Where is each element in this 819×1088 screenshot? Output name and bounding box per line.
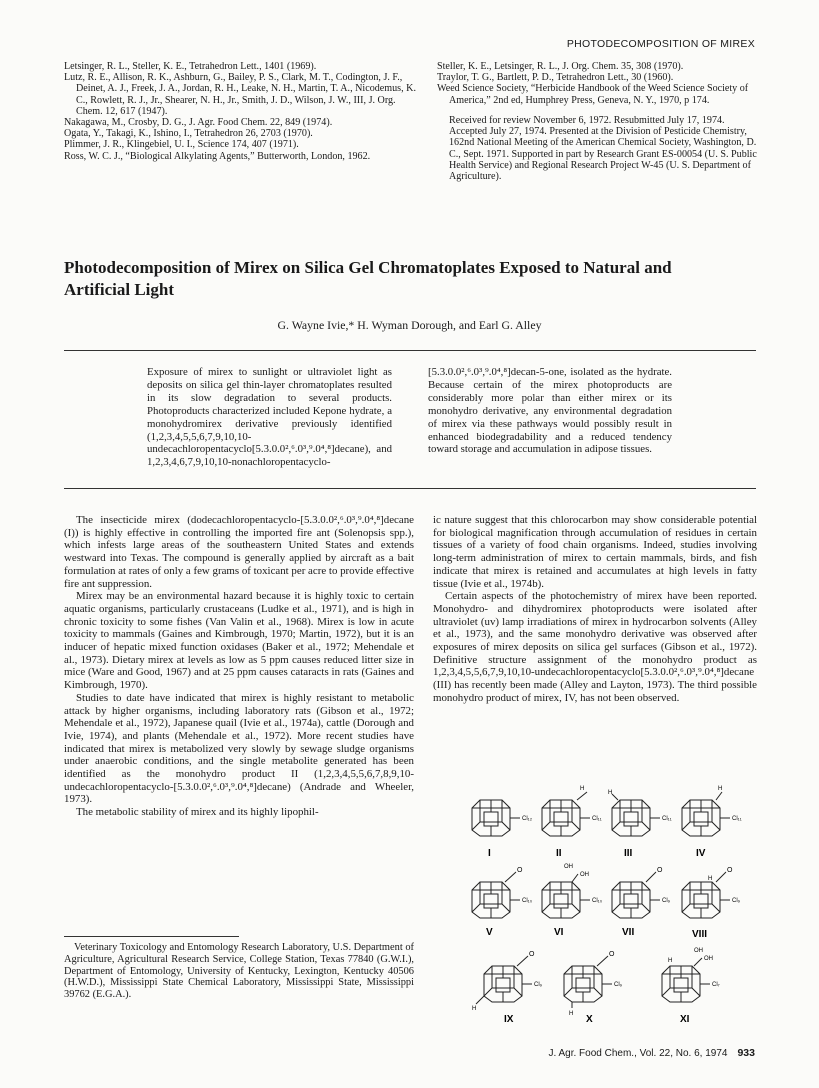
structure-label: IV [696,848,706,859]
structure-o: O [529,951,535,958]
structure-cl: Cl₁₁ [592,816,602,822]
page-number: 933 [737,1047,755,1059]
paragraph: Mirex may be an environmental hazard because it is highly toxic to certain aquatic organisms, particularly crustaceans (Ludke et al., 1971), and is high in chronic toxicity to some fishes (Van Valin et al., 1968). Mirex is low in acute toxicity to mammals (Gaines and Kimbrough, 1970; Martin, 1972), but it is an inducer of hepatic mixed function oxidases (Baker et al., 1972; Mehendale et al., 1973). Dietary mirex at levels as low as 5 ppm causes reduced litter size in mice (Ware and Good, 1967) and at 25 ppm causes cataracts in rats (Gaines and Kimbrough, 1970). [64,590,414,692]
structure-VIII [682,867,741,940]
journal-citation: J. Agr. Food Chem., Vol. 22, No. 6, 1974 [548,1048,728,1059]
abstract-left: Exposure of mirex to sunlight or ultraviolet light as deposits on silica gel thin-layer chromatoplates resulted in its slow degradation to several products. Photoproducts characterized included Kepone hydrate, a monohydromirex derivative previously identified (1,2,3,4,5,5,6,7,9,10,10-undecachloropentacyclo[5.3.0.0²,⁶.0³,⁹.0⁴,⁸]decane), and 1,2,3,4,6,7,9,10,10-nonachloropentacyclo- [147,366,392,469]
references-right [437,61,757,183]
reference-entry: Nakagawa, M., Crosby, D. G., J. Agr. Food Chem. 22, 849 (1974). [64,117,333,129]
structure-cl: Cl₁₀ [592,898,603,904]
structure-o: O [657,867,663,874]
structure-cl: Cl₇ [712,982,720,988]
structure-XI [662,948,720,1025]
title-line-1: Photodecomposition of Mirex on Silica Gel Chromatoplates Exposed to Natural and [64,258,672,277]
reference-entry: Weed Science Society, “Herbicide Handbook of the Weed Science Society of America,” 2nd ed, Humphrey Press, Geneva, N. Y., 1970, p 174. [437,83,749,106]
structure-h: H [580,786,585,792]
structure-cl: Cl₉ [732,898,741,904]
structure-h: H [608,790,613,796]
structure-oh-2: OH [580,872,589,878]
structure-o: O [517,867,523,874]
structure-label: VI [554,927,564,938]
structure-oh: OH [694,948,703,954]
body-column-left [64,514,414,819]
paragraph: Studies to date have indicated that mirex is highly resistant to metabolic attack by higher organisms, including laboratory rats (Gibson et al., 1972; Mehendale et al., 1972), Japanese quail (Ivie et al., 1974a), cattle (Dorough and Ivie, 1974), and plants (Mehendale et al., 1972). More recent studies have indicated that mirex is metabolized very slowly by sewage sludge organisms under anaerobic conditions, and the single metabolite generated has been identified as the monohydro product II (1,2,3,4,5,5,6,7,8,9,10-undecachloropentacyclo-[5.3.0.0²,⁶.0³,⁹.0⁴,⁸]decane) (Andrade and Wheeler, 1973). [64,691,414,806]
structure-o: O [609,951,615,958]
structure-oh: OH [564,864,573,870]
structure-VI [542,864,603,938]
structure-h: H [668,958,673,964]
structure-I [472,800,533,859]
paragraph: Certain aspects of the photochemistry of mirex have been reported. Monohydro- and dihydromirex photoproducts were isolated after ultraviolet (uv) lamp irradiations of mirex in hydrocarbon solvents (Alley et al., 1973), and the same monohydro derivative was observed after exposures of mirex deposits on silica gel surfaces (Gibson et al., 1972). Definitive structure assignment of the monohydro product as 1,2,3,4,5,5,6,7,9,10,10-undecachloropentacyclo[5.3.0.0²,⁶.0³,⁹.0⁴,⁸]decane (III) has recently been made (Alley and Layton, 1973). The third possible monohydro product of mirex, IV, has not been observed. [433,590,757,704]
running-head: PHOTODECOMPOSITION OF MIREX [566,38,755,50]
page-footer [548,1047,755,1059]
structure-X [564,951,623,1025]
paragraph: The metabolic stability of mirex and its highly lipophil- [76,806,319,819]
structure-label: III [624,848,633,859]
divider [64,488,756,489]
divider [64,350,756,351]
structures-figure [472,786,757,1040]
structure-V [472,867,533,938]
structure-IV [682,786,742,859]
structure-cl: Cl₁₁ [662,816,672,822]
structure-label: V [486,927,493,938]
footnote-rule [64,936,239,937]
structure-o: O [727,867,733,874]
reference-entry: Ross, W. C. J., “Biological Alkylating Agents,” Butterworth, London, 1962. [64,150,371,162]
reference-entry: Traylor, T. G., Bartlett, P. D., Tetrahedron Lett., 30 (1960). [437,72,674,84]
structure-II [542,786,602,859]
structure-h: H [708,876,713,882]
structure-h: H [569,1011,574,1017]
structure-III [608,790,672,859]
structure-cl: Cl₉ [662,898,671,904]
reference-entry: Plimmer, J. R., Klingebiel, U. I., Science 174, 407 (1971). [64,139,299,151]
structure-cl: Cl₁₂ [522,816,533,822]
reference-entry: Letsinger, R. L., Steller, K. E., Tetrahedron Lett., 1401 (1969). [64,61,317,72]
structure-label: IX [504,1014,514,1025]
title-line-2: Artificial Light [64,280,175,299]
structure-label: X [586,1014,593,1025]
paragraph: The insecticide mirex (dodecachloropentacyclo-[5.3.0.0²,⁶.0³,⁹.0⁴,⁸]decane (I)) is highly effective in controlling the imported fire ant (Solenopsis spp.), which infests large areas of the southeastern United States and extends westward into Texas. The compound is generally applied by aircraft as a bait formulation at rates of only a few grams of toxicant per acre to provide effective fire ant suppression. [64,514,414,590]
structure-h: H [718,786,723,792]
received-note: Received for review November 6, 1972. Resubmitted July 17, 1974. Accepted July 27, 1974. Presented at the Division of Pesticide Chemistry, 162nd National Meeting of the American Chemical Society, Washington, D. C., Sept. 1971. Supported in part by Research Grant ES-00054 (U. S. Public Health Service) and Regional Research Project W-45 (U. S. Department of Agriculture). [449,114,757,183]
structure-label: II [556,848,562,859]
structure-cl: Cl₁₁ [732,816,742,822]
structure-cl: Cl₉ [534,982,543,988]
structure-cl: Cl₁₀ [522,898,533,904]
paragraph: ic nature suggest that this chlorocarbon may show considerable potential for biological magnification through accumulation of residues in certain tissues of a variety of food chain organisms. Indeed, studies involving long-term administration of mirex to certain mammals, birds, and fish indicate that mirex is retained and accumulates at high levels in fatty tissue (Ivie et al., 1974b). [433,514,757,590]
affiliation-footnote: Veterinary Toxicology and Entomology Research Laboratory, U.S. Department of Agriculture, Agricultural Research Service, College Station, Texas 77840 (G.W.I.), Department of Entomology, University of Kentucky, Lexington, Kentucky 40506 (H.W.D.), Mississippi State Chemical Laboratory, Mississippi State, Mississippi 39762 (E.G.A.). [64,942,414,1001]
structure-oh-2: OH [704,956,713,962]
structure-label: I [488,848,491,859]
reference-entry: Ogata, Y., Takagi, K., Ishino, I., Tetrahedron 26, 2703 (1970). [64,128,313,140]
structure-label: XI [680,1014,690,1025]
structure-VII [612,867,671,938]
body-column-right [433,514,757,705]
article-title [64,257,764,301]
reference-entry: Steller, K. E., Letsinger, R. L., J. Org. Chem. 35, 308 (1970). [437,61,684,72]
authors: G. Wayne Ivie,* H. Wyman Dorough, and Earl G. Alley [277,318,542,332]
structure-label: VIII [692,929,708,940]
references-left [64,61,418,162]
structure-h: H [472,1006,477,1012]
structure-cl: Cl₉ [614,982,623,988]
structure-label: VII [622,927,635,938]
abstract-right: [5.3.0.0²,⁶.0³,⁹.0⁴,⁸]decan-5-one, isolated as the hydrate. Because certain of the mirex photoproducts are considerably more polar than either mirex or its monohydro derivative, any environmental degradation of mirex via these pathways would possibly result in enhanced biodegradability and a reduced tendency toward storage and accumulation in adipose tissues. [428,366,672,456]
reference-entry: Lutz, R. E., Allison, R. K., Ashburn, G., Bailey, P. S., Clark, M. T., Codington, J. F., Deinet, A. J., Freek, J. A., Jordan, R. H., Leake, N. H., Martin, T. A., Nicodemus, K. C., Rowlett, R. J., Jr., Shearer, N. H., Jr., Smith, J. D., Wilson, J. W., III, J. Org. Chem. 12, 617 (1947). [64,72,416,117]
structure-IX [472,951,543,1025]
